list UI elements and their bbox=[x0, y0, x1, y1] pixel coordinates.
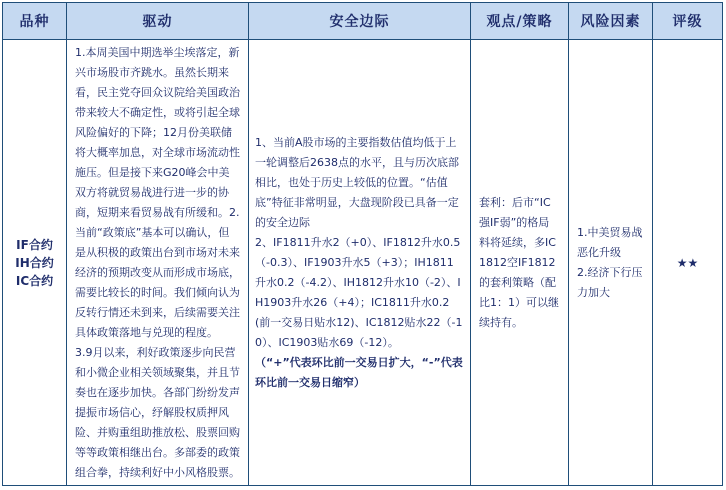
header-row bbox=[3, 3, 723, 40]
driver-point-1: 1.本周美国中期选举尘埃落定，新兴市场股市齐跳水。虽然长期来看，民主党夺回众议院给美国政治带来较大不确定性，或将引起全球风险偏好的下降；12月份美联储将大概率加息，对全球市场流动性施压。但是接下来G20峰会中美双方将就贸易战进行进一步的协商，短期来看贸易战有所缓和。 bbox=[75, 45, 240, 219]
risk-factor-2: 2.经济下行压力加大 bbox=[577, 265, 643, 299]
header-view-strategy: 观点/策略 bbox=[471, 3, 569, 40]
variety-cell bbox=[3, 40, 67, 486]
risk-factors-cell bbox=[569, 40, 653, 486]
variety-ih: IH合约 bbox=[15, 255, 54, 270]
safety-margin-note: （“+”代表环比前一交易日扩大，“-”代表环比前一交易日缩窄） bbox=[255, 355, 463, 389]
rating-cell bbox=[653, 40, 723, 486]
table-row bbox=[3, 40, 723, 486]
header-driver: 驱动 bbox=[67, 3, 249, 40]
driver-point-2: 2.当前“政策底”基本可以确认，但是从积极的政策出台到市场对未来经济的预期改变从而形成市场底，需要比较长的时间。我们倾向认为反转行情还未到来，后续需要关注具体政策落地与兑现的程度。 bbox=[75, 205, 240, 339]
driver-cell bbox=[67, 40, 249, 486]
risk-factor-1: 1.中美贸易战恶化升级 bbox=[577, 225, 643, 259]
header-variety: 品种 bbox=[3, 3, 67, 40]
safety-margin-basis: 2、IF1811升水2（+0）、IF1812升水0.5（-0.3）、IF1903升水5（+3）；IH1811升水0.2（-4.2）、IH1812升水10（-2）、IH1903升水26（+4）；IC1811升水0.2(前一交易日贴水12)、IC1812贴水22（-10）、IC1903贴水69（-12）。 bbox=[255, 235, 463, 349]
header-safety-margin: 安全边际 bbox=[249, 3, 471, 40]
variety-ic: IC合约 bbox=[15, 273, 54, 288]
safety-margin-valuation: 1、当前A股市场的主要指数估值均低于上一轮调整后2638点的水平，且与历次底部相比，也处于历史上较低的位置。“估值底”特征非常明显，大盘现阶段已具备一定的安全边际 bbox=[255, 135, 459, 229]
safety-margin-cell bbox=[249, 40, 471, 486]
rating-stars: ★★ bbox=[676, 255, 699, 270]
variety-if: IF合约 bbox=[16, 237, 53, 252]
view-strategy-cell bbox=[471, 40, 569, 486]
strategy-table bbox=[2, 2, 723, 486]
header-rating: 评级 bbox=[653, 3, 723, 40]
header-risk-factors: 风险因素 bbox=[569, 3, 653, 40]
view-strategy-text: 套利：后市“IC强IF弱”的格局料将延续，多IC1812空IF1812的套利策略（配比1：1）可以继续持有。 bbox=[479, 195, 559, 329]
driver-point-3: 3.9月以来，利好政策逐步向民营和小微企业相关领域聚集，并且节奏也在逐步加快。各部门纷纷发声提振市场信心，纾解股权质押风险、并购重组助推放松、股票回购等等政策相继出台。多部委的政策组合拳，持续利好中小风格股票。 bbox=[75, 345, 240, 479]
